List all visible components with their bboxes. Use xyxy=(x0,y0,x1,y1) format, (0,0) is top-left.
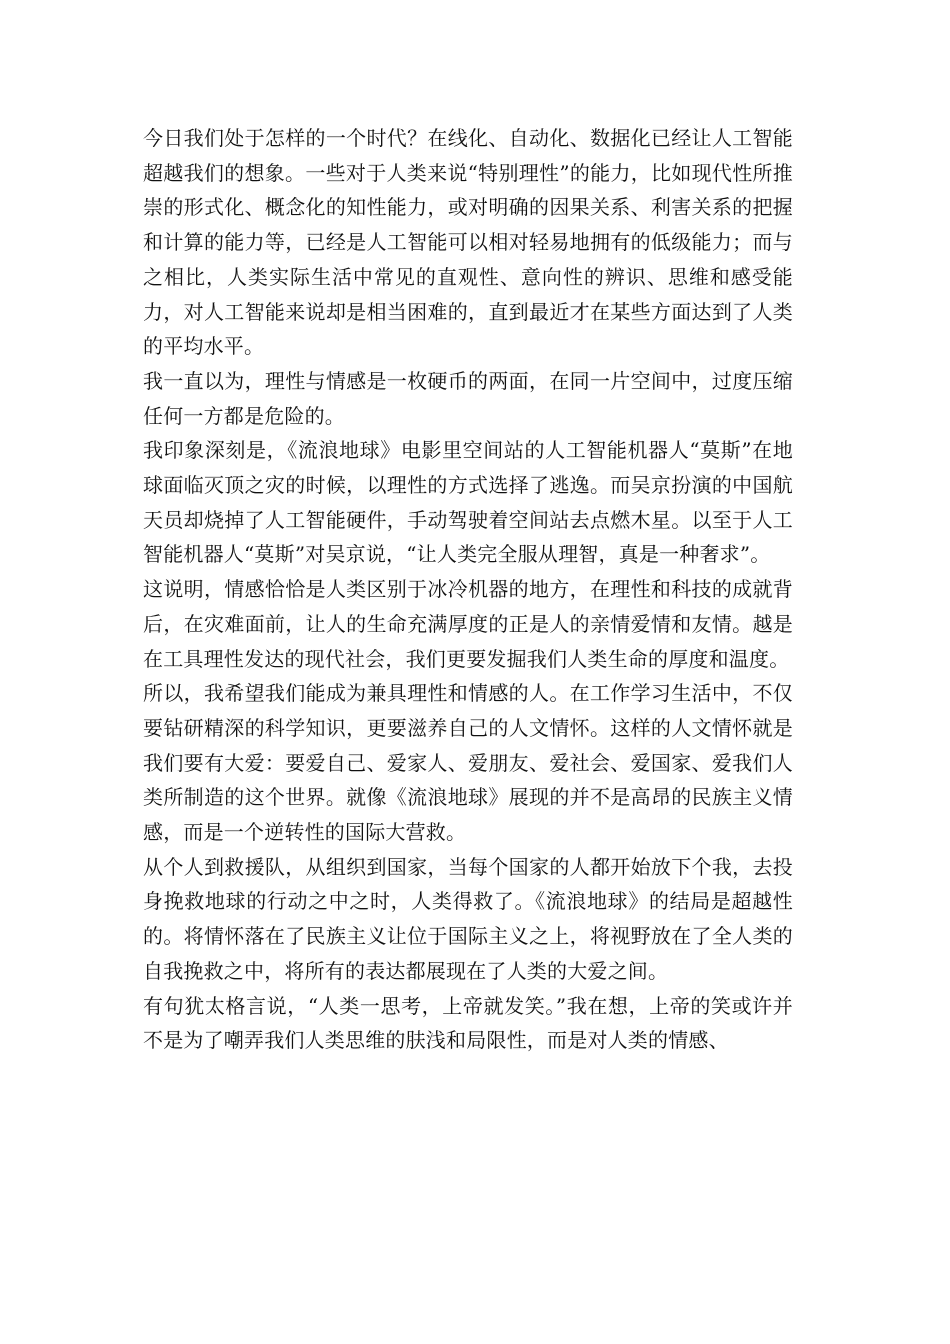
document-body xyxy=(143,121,793,1058)
paragraph-ai-era: 今日我们处于怎样的一个时代？在线化、自动化、数据化已经让人工智能超越我们的想象。一些对于人类来说“特别理性”的能力，比如现代性所推崇的形式化、概念化的知性能力，或对明确的因果关系、利害关系的把握和计算的能力等，已经是人工智能可以相对轻易地拥有的低级能力；而与之相比，人类实际生活中常见的直观性、意向性的辨识、思维和感受能力，对人工智能来说却是相当困难的，直到最近才在某些方面达到了人类的平均水平。 xyxy=(143,126,793,359)
paragraph-wandering-earth-moss: 我印象深刻是，《流浪地球》电影里空间站的人工智能机器人“莫斯”在地球面临灭顶之灾的时候，以理性的方式选择了逃逸。而吴京扮演的中国航天员却烧掉了人工智能硬件，手动驾驶着空间站去点燃木星。以至于人工智能机器人“莫斯”对吴京说，“让人类完全服从理智，真是一种奢求”。 xyxy=(143,438,793,567)
paragraph-rescue-earth: 从个人到救援队，从组织到国家，当每个国家的人都开始放下个我，去投身挽救地球的行动之中之时，人类得救了。《流浪地球》的结局是超越性的。将情怀落在了民族主义让位于国际主义之上，将视野放在了全人类的自我挽救之中，将所有的表达都展现在了人类的大爱之间。 xyxy=(143,854,793,983)
paragraph-humanistic-feelings: 所以，我希望我们能成为兼具理性和情感的人。在工作学习生活中，不仅要钻研精深的科学知识，更要滋养自己的人文情怀。这样的人文情怀就是我们要有大爱：要爱自己、爱家人、爱朋友、爱社会、爱国家、爱我们人类所制造的这个世界。就像《流浪地球》展现的并不是高昂的民族主义情感，而是一个逆转性的国际大营救。 xyxy=(143,681,793,845)
paragraph-reason-and-emotion: 我一直以为，理性与情感是一枚硬币的两面，在同一片空间中，过度压缩任何一方都是危险的。 xyxy=(143,368,793,428)
paragraph-emotion-distinguishes-humans: 这说明，情感恰恰是人类区别于冰冷机器的地方，在理性和科技的成就背后，在灾难面前，让人的生命充满厚度的正是人的亲情爱情和友情。越是在工具理性发达的现代社会，我们更要发掘我们人类生命的厚度和温度。 xyxy=(143,577,793,671)
paragraph-jewish-proverb: 有句犹太格言说，“人类一思考，上帝就发笑。”我在想，上帝的笑或许并不是为了嘲弄我们人类思维的肤浅和局限性，而是对人类的情感、 xyxy=(143,993,793,1053)
